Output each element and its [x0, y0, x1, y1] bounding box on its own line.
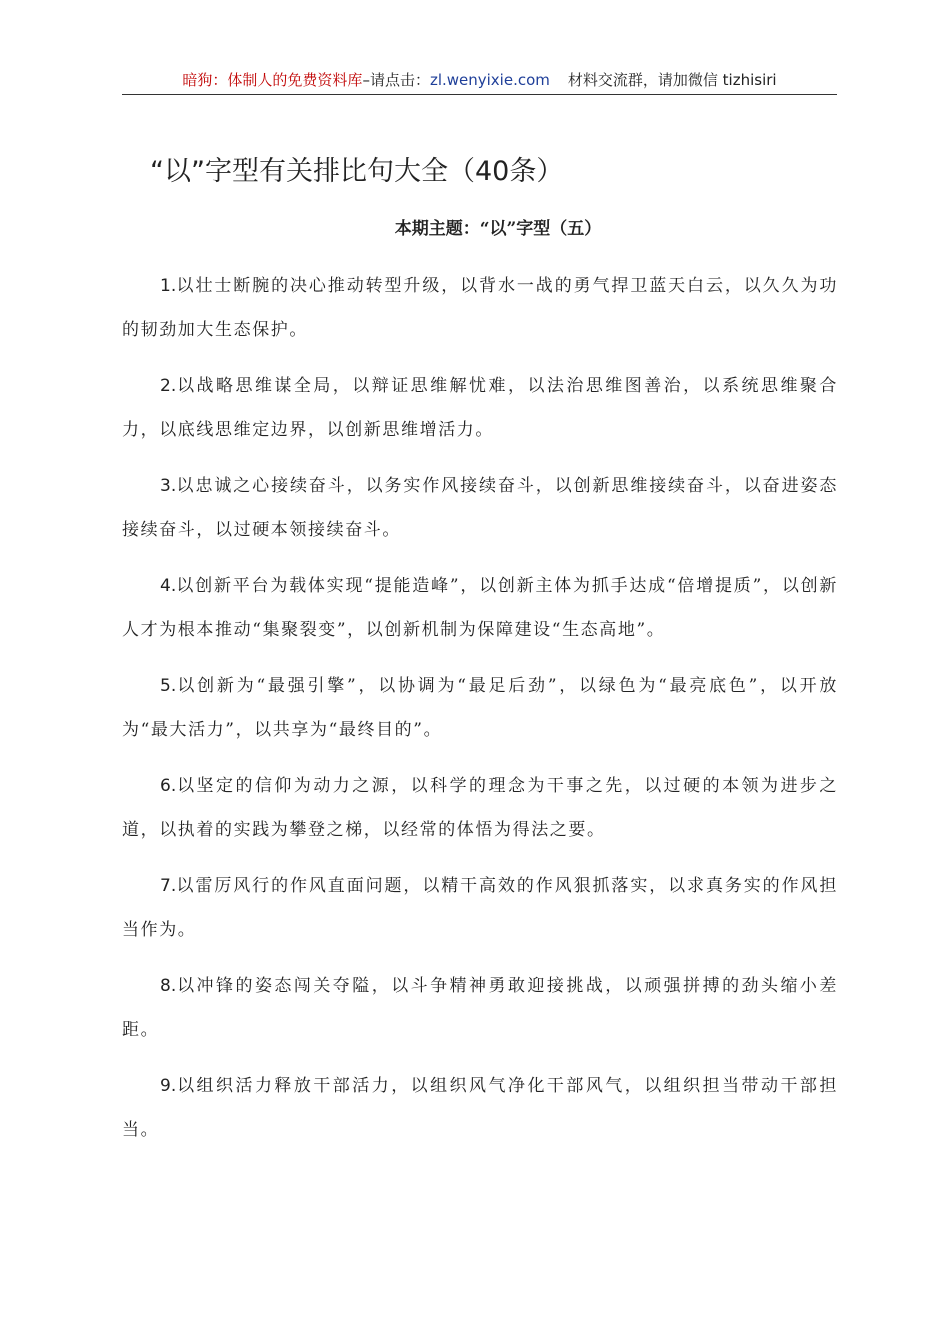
item-number: 1.: [160, 276, 177, 296]
list-item: [122, 264, 838, 352]
item-number: 9.: [160, 1076, 177, 1096]
page-header: [122, 66, 837, 95]
document-title: “以”字型有关排比句大全（40条）: [150, 156, 564, 187]
item-number: 2.: [160, 376, 177, 396]
document-subtitle: 本期主题：“以”字型（五）: [394, 219, 602, 239]
list-item: [122, 764, 838, 852]
list-item: [122, 864, 838, 952]
list-item: [122, 1064, 838, 1152]
header-brand: 暗狗：体制人的免费资料库: [182, 71, 363, 89]
item-text: 以冲锋的姿态闯关夺隘，以斗争精神勇敢迎接挑战，以顽强拼搏的劲头缩小差距。: [122, 976, 838, 1040]
item-number: 7.: [160, 876, 177, 896]
item-text: 以战略思维谋全局，以辩证思维解忧难，以法治思维图善治，以系统思维聚合力，以底线思维定边界，以创新思维增活力。: [122, 376, 838, 440]
list-item: [122, 564, 838, 652]
item-number: 6.: [160, 776, 177, 796]
item-text: 以雷厉风行的作风直面问题，以精干高效的作风狠抓落实，以求真务实的作风担当作为。: [122, 876, 838, 940]
sentence-list: [122, 264, 838, 1164]
list-item: [122, 364, 838, 452]
list-item: [122, 664, 838, 752]
header-link[interactable]: zl.wenyixie.com: [429, 71, 550, 89]
item-text: 以忠诚之心接续奋斗，以务实作风接续奋斗，以创新思维接续奋斗，以奋进姿态接续奋斗，以过硬本领接续奋斗。: [122, 476, 838, 540]
header-contact: 材料交流群，请加微信 tizhisiri: [567, 71, 777, 89]
item-text: 以组织活力释放干部活力，以组织风气净化干部风气，以组织担当带动干部担当。: [122, 1076, 838, 1140]
item-text: 以壮士断腕的决心推动转型升级，以背水一战的勇气捍卫蓝天白云，以久久为功的韧劲加大生态保护。: [122, 276, 838, 340]
item-text: 以创新为“最强引擎”，以协调为“最足后劲”，以绿色为“最亮底色”，以开放为“最大活力”，以共享为“最终目的”。: [122, 676, 838, 740]
item-text: 以创新平台为载体实现“提能造峰”，以创新主体为抓手达成“倍增提质”，以创新人才为根本推动“集聚裂变”，以创新机制为保障建设“生态高地”。: [122, 576, 838, 640]
item-number: 4.: [160, 576, 177, 596]
item-number: 5.: [160, 676, 177, 696]
header-separator: –请点击：: [362, 71, 430, 89]
item-number: 3.: [160, 476, 177, 496]
item-text: 以坚定的信仰为动力之源，以科学的理念为干事之先，以过硬的本领为进步之道，以执着的实践为攀登之梯，以经常的体悟为得法之要。: [122, 776, 838, 840]
list-item: [122, 964, 838, 1052]
item-number: 8.: [160, 976, 177, 996]
list-item: [122, 464, 838, 552]
